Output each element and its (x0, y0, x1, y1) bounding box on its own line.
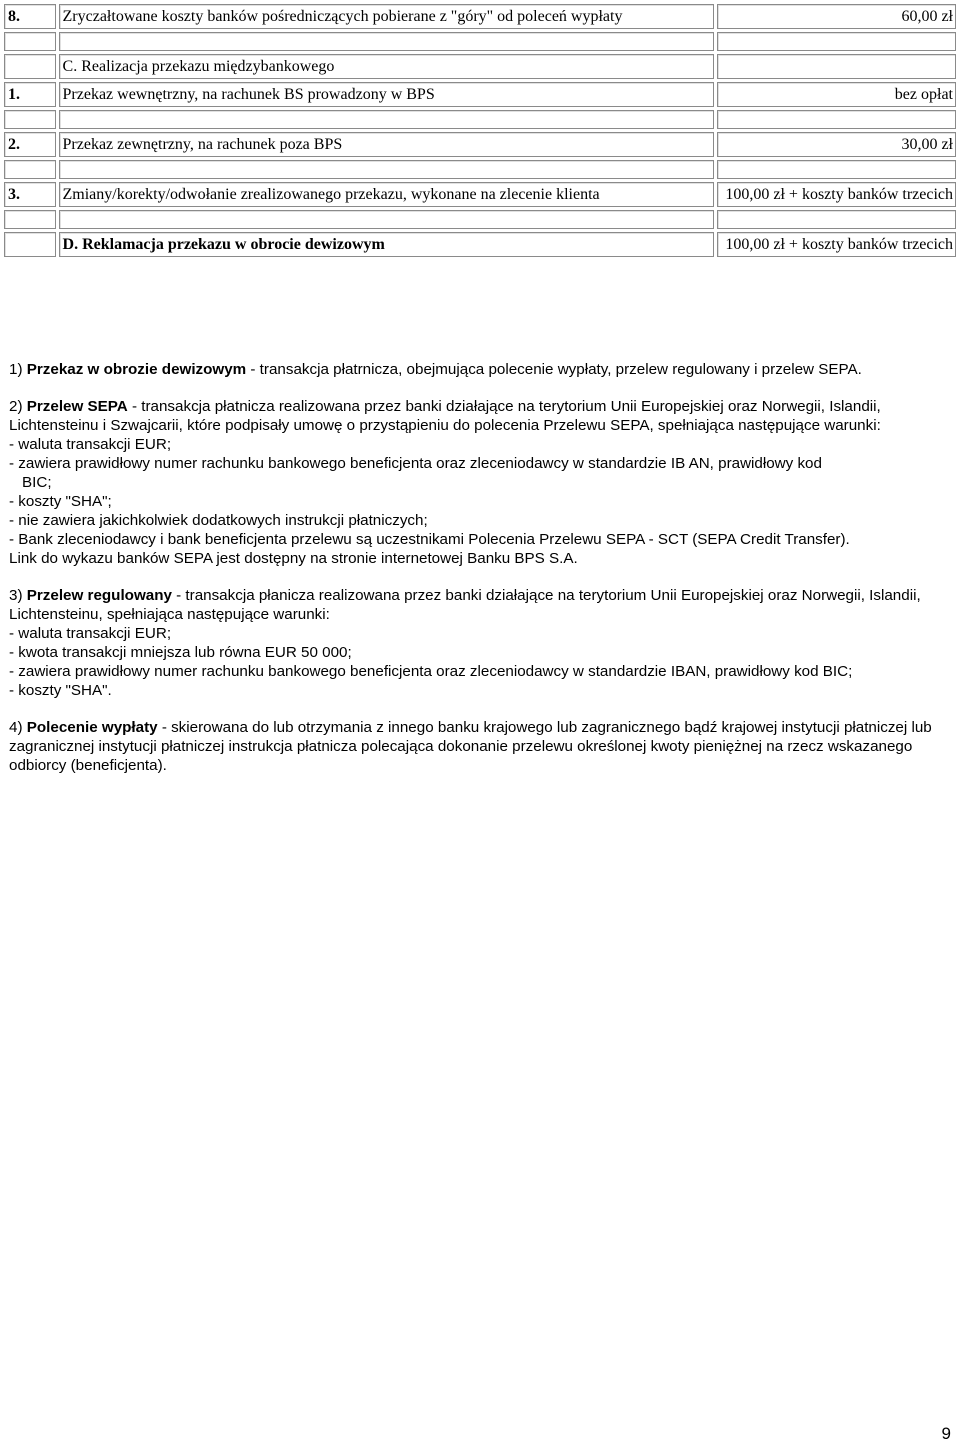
list-item: BIC; (22, 474, 52, 491)
row-description: Przekaz wewnętrzny, na rachunek BS prowadzony w BPS (59, 82, 714, 107)
table-row (4, 232, 956, 257)
row-description: Zryczałtowane koszty banków pośredniczących pobierane z "góry" od poleceń wypłaty (59, 4, 714, 29)
footnote-3 (9, 586, 949, 700)
row-number: 1. (4, 82, 56, 107)
table-spacer-row (4, 210, 956, 229)
table-spacer-row (4, 110, 956, 129)
list-item: - zawiera prawidłowy numer rachunku bankowego beneficjenta oraz zleceniodawcy w standardzie IBAN, prawidłowy kod BIC; (9, 663, 853, 680)
footnote-1 (9, 360, 949, 379)
footnote-text: - transakcja płanicza realizowana przez banki działające na terytorium Unii Europejskiej oraz Norwegii, Islandii, Lichtensteinu, spełniająca następujące warunki: (9, 587, 921, 623)
section-heading: D. Reklamacja przekazu w obrocie dewizowym (59, 232, 714, 257)
row-number (4, 54, 56, 79)
table-row (4, 82, 956, 107)
row-number: 3. (4, 182, 56, 207)
footnote-number: 2) (9, 398, 23, 415)
list-item: - waluta transakcji EUR; (9, 625, 172, 642)
table-spacer-row (4, 160, 956, 179)
page-number: 9 (941, 1424, 951, 1443)
list-item: - nie zawiera jakichkolwiek dodatkowych instrukcji płatniczych; (9, 512, 428, 529)
footnote-term: Polecenie wypłaty (26, 719, 158, 736)
list-item: - koszty "SHA"; (9, 493, 112, 510)
row-description: Przekaz zewnętrzny, na rachunek poza BPS (59, 132, 714, 157)
footnote-number: 4) (9, 719, 23, 736)
row-fee: bez opłat (717, 82, 956, 107)
list-item: - waluta transakcji EUR; (9, 436, 172, 453)
table-row (4, 54, 956, 79)
sepa-link-note: Link do wykazu banków SEPA jest dostępny na stronie internetowej Banku BPS S.A. (9, 550, 578, 567)
footnote-4 (9, 718, 949, 775)
section-heading: C. Realizacja przekazu międzybankowego (59, 54, 714, 79)
row-fee: 60,00 zł (717, 4, 956, 29)
footnote-number: 3) (9, 587, 23, 604)
row-fee: 100,00 zł + koszty banków trzecich (717, 232, 956, 257)
row-fee (717, 54, 956, 79)
table-row (4, 182, 956, 207)
fee-table (1, 1, 959, 260)
footnotes (9, 360, 949, 793)
table-row (4, 132, 956, 157)
footnote-text: - transakcja płatnicza realizowana przez banki działające na terytorium Unii Europejskiej oraz Norwegii, Islandii, Lichtensteinu i Szwajcarii, które podpisały umowę o przystąpieniu do polecenia Przelewu SEPA, spełniająca następujące warunki: (9, 398, 881, 434)
table-spacer-row (4, 32, 956, 51)
footnote-number: 1) (9, 361, 23, 378)
table-row (4, 4, 956, 29)
row-fee: 100,00 zł + koszty banków trzecich (717, 182, 956, 207)
list-item: - koszty "SHA". (9, 682, 112, 699)
row-fee: 30,00 zł (717, 132, 956, 157)
footnote-2 (9, 397, 949, 568)
footnote-text: - transakcja płatrnicza, obejmująca polecenie wypłaty, przelew regulowany i przelew SEPA. (246, 361, 862, 378)
row-description: Zmiany/korekty/odwołanie zrealizowanego przekazu, wykonane na zlecenie klienta (59, 182, 714, 207)
footnote-term: Przelew SEPA (26, 398, 128, 415)
list-item: - Bank zleceniodawcy i bank beneficjenta przelewu są uczestnikami Polecenia Przelewu SEPA - SCT (SEPA Credit Transfer). (9, 531, 850, 548)
row-number (4, 232, 56, 257)
row-number: 8. (4, 4, 56, 29)
list-item: - kwota transakcji mniejsza lub równa EUR 50 000; (9, 644, 352, 661)
row-number: 2. (4, 132, 56, 157)
list-item: - zawiera prawidłowy numer rachunku bankowego beneficjenta oraz zleceniodawcy w standardzie IB AN, prawidłowy kod (9, 455, 822, 472)
footnote-text: - skierowana do lub otrzymania z innego banku krajowego lub zagranicznego bądź krajowej instytucji płatniczej lub zagranicznej instytucji płatniczej instrukcja płatnicza polecająca dokonanie przelewu określonej kwoty pieniężnej na rzecz wskazanego odbiorcy (beneficjenta). (9, 719, 932, 774)
footnote-term: Przekaz w obrozie dewizowym (26, 361, 247, 378)
footnote-term: Przelew regulowany (26, 587, 172, 604)
